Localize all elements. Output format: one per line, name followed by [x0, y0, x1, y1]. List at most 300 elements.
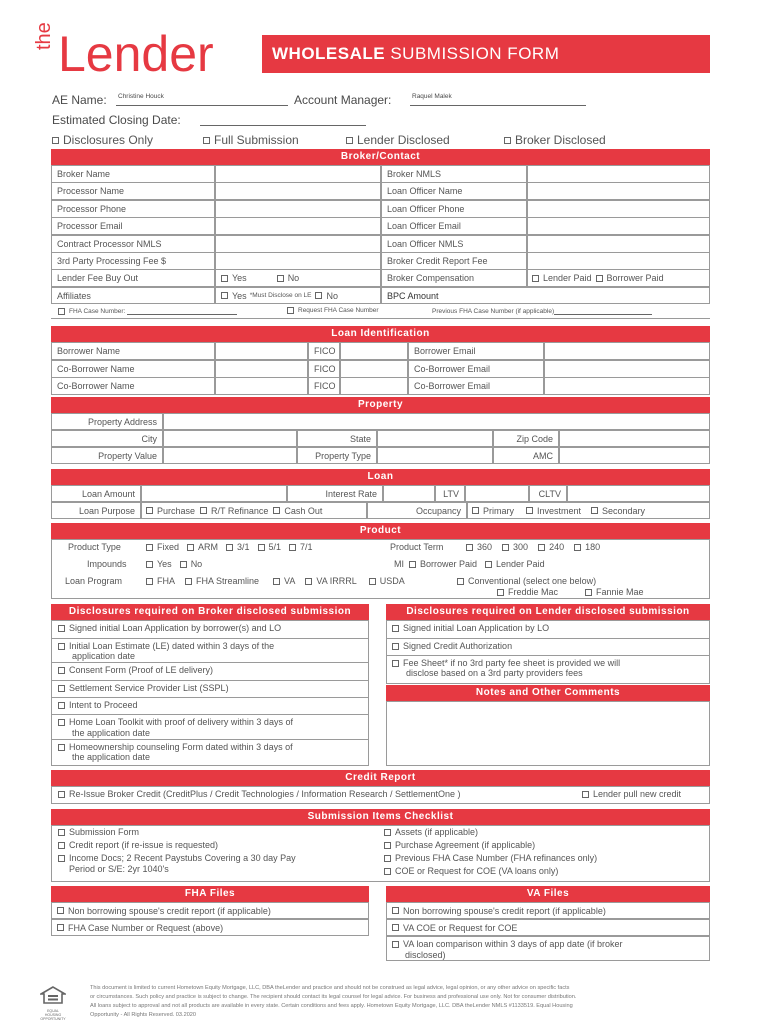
checkbox[interactable]: [146, 507, 153, 514]
checkbox[interactable]: [392, 907, 399, 914]
label-text: Request FHA Case Number: [298, 307, 379, 314]
opt-lender-disclosed[interactable]: [346, 133, 450, 147]
checkbox[interactable]: [273, 578, 280, 585]
title-bar: [262, 35, 710, 73]
checklist-left-2-cont: Period or S/E: 2yr 1040's: [69, 864, 169, 874]
broker-input-field[interactable]: [215, 217, 381, 235]
checkbox[interactable]: [58, 685, 65, 692]
label-text: State: [349, 433, 371, 444]
reissue-credit-option[interactable]: [58, 789, 461, 799]
opt-full-submission[interactable]: [203, 133, 299, 147]
option-label: 300: [513, 542, 529, 552]
loan-id-input-field[interactable]: [215, 342, 308, 360]
item-label: Non borrowing spouse's credit report (if applicable): [403, 905, 606, 916]
va-files-header: VA Files: [386, 886, 710, 902]
label-text: Processor Email: [57, 221, 123, 232]
disclaimer-line: All loans subject to approval and not all products are available in every state. Certain conditions and fees apply. Hometown Equity Mortgage, LLC. DBA theLender NMLS #1133519. Equal Housing: [90, 1003, 573, 1009]
item-label: Non borrowing spouse's credit report (if applicable): [68, 905, 271, 916]
label-text: BPC Amount: [387, 290, 439, 301]
label-text: Processor Name: [57, 186, 125, 197]
lender-paid-label: Lender Paid: [543, 273, 592, 283]
label-text: Loan Amount: [81, 488, 135, 499]
option-label: FHA: [157, 576, 175, 586]
loan-id-field-label: [308, 342, 340, 360]
label-text: Property Value: [98, 450, 157, 461]
label-text: Property Type: [315, 450, 371, 461]
checklist-left-0[interactable]: [58, 827, 139, 837]
broker-disclosure-item-cont: [72, 752, 150, 762]
option-label: Full Submission: [214, 133, 299, 147]
impounds-label: Impounds: [87, 559, 127, 569]
checkbox[interactable]: [384, 829, 391, 836]
product-header: Product: [51, 523, 710, 539]
item-label: application date: [72, 651, 136, 661]
option-label: Secondary: [602, 505, 646, 516]
logo-the: the: [33, 22, 55, 50]
label-text: Co-Borrower Email: [414, 381, 491, 391]
va-item-2-line: [392, 939, 622, 949]
checkbox[interactable]: [146, 578, 153, 585]
checkbox[interactable]: [58, 791, 65, 798]
lender-disclosure-item[interactable]: [392, 658, 620, 668]
checkbox[interactable]: [346, 137, 353, 144]
state-field[interactable]: [377, 430, 493, 447]
item-label: disclose based on a 3rd party providers fees: [406, 668, 583, 678]
label-text: Borrower Name: [57, 346, 121, 356]
label-text: Contract Processor NMLS: [57, 238, 162, 249]
checkbox[interactable]: [58, 855, 65, 862]
checkbox[interactable]: [258, 544, 265, 551]
fha-case-line[interactable]: [127, 307, 237, 315]
broker-disclosures-header: Disclosures required on Broker disclosed submission: [51, 604, 369, 620]
option-label: ARM: [198, 542, 219, 552]
fha-case-number[interactable]: [58, 307, 237, 315]
checkbox[interactable]: [58, 744, 65, 751]
checkbox[interactable]: [504, 137, 511, 144]
fha-item-1[interactable]: [51, 919, 369, 936]
option-label: Borrower Paid: [420, 559, 478, 569]
checklist-right-2[interactable]: [384, 853, 597, 863]
label-text: Zip Code: [516, 433, 553, 444]
freddie-option[interactable]: [497, 587, 558, 597]
amc-field[interactable]: [559, 447, 710, 464]
equal-housing-icon: [40, 986, 66, 1021]
checkbox[interactable]: [384, 855, 391, 862]
row-divider: [51, 662, 369, 663]
option-label: Primary: [483, 505, 514, 516]
checkbox[interactable]: [585, 589, 592, 596]
item-label: Income Docs; 2 Recent Paystubs Covering a 30 day Pay: [69, 853, 296, 863]
broker-field-label: [51, 165, 215, 183]
checkbox[interactable]: [392, 660, 399, 667]
checkbox[interactable]: [369, 578, 376, 585]
fee-buyout-options: [215, 269, 381, 287]
disclaimer-line: Opportunity - All Rights Reserved. 03.2020: [90, 1012, 197, 1018]
checkbox[interactable]: [187, 544, 194, 551]
label-text: Occupancy: [415, 505, 461, 516]
checkbox[interactable]: [146, 544, 153, 551]
ltv-field[interactable]: [465, 485, 529, 502]
zip-field[interactable]: [559, 430, 710, 447]
broker-input-field[interactable]: [527, 217, 710, 235]
label-text: AMC: [533, 450, 553, 461]
label-text: Previous FHA Case Number (if applicable): [432, 307, 555, 315]
loan-id-field-label: [308, 360, 340, 378]
broker-input-field[interactable]: [527, 200, 710, 218]
broker-input-field[interactable]: [215, 165, 381, 183]
bpc-amount-field[interactable]: [381, 287, 710, 304]
option-label: Yes: [157, 559, 172, 569]
broker-field-label: [381, 235, 527, 253]
lender-disclosure-item[interactable]: [392, 623, 549, 633]
item-label: Previous FHA Case Number (FHA refinances only): [395, 853, 598, 863]
checkbox[interactable]: [287, 307, 294, 314]
request-fha-case[interactable]: [287, 307, 379, 314]
loan-id-input-field[interactable]: [215, 360, 308, 378]
notes-header: Notes and Other Comments: [386, 685, 710, 701]
checkbox[interactable]: [305, 578, 312, 585]
mi-options: [409, 559, 545, 569]
option-label: No: [190, 559, 203, 569]
checkbox[interactable]: [226, 544, 233, 551]
ae-name-field[interactable]: [116, 93, 288, 106]
label-text: Co-Borrower Email: [414, 363, 491, 374]
broker-disclosure-item-cont: [72, 651, 135, 661]
item-label: Consent Form (Proof of LE delivery): [69, 665, 214, 675]
item-label: Settlement Service Provider List (SSPL): [69, 683, 229, 693]
notes-field[interactable]: [386, 701, 710, 766]
checkbox[interactable]: [392, 643, 399, 650]
product-term-options: [466, 542, 600, 552]
loan-id-input-field[interactable]: [544, 360, 710, 378]
opt-broker-disclosed[interactable]: [504, 133, 606, 147]
checkbox[interactable]: [52, 137, 59, 144]
checkbox[interactable]: [57, 924, 64, 931]
option-label: VA: [284, 576, 296, 586]
broker-input-field[interactable]: [215, 182, 381, 200]
label-text: FICO: [314, 346, 336, 356]
conventional-option[interactable]: [457, 576, 596, 586]
checkbox[interactable]: [200, 507, 207, 514]
option-label: USDA: [379, 576, 405, 586]
item-label: Purchase Agreement (if applicable): [395, 840, 536, 850]
broker-field-label: [381, 182, 527, 200]
item-label: Assets (if applicable): [395, 827, 479, 837]
disclaimer: [90, 984, 710, 1020]
label-text: CLTV: [538, 488, 561, 499]
ae-name-value: Christine Houck: [118, 93, 164, 100]
broker-input-field[interactable]: [215, 252, 381, 270]
checkbox[interactable]: [315, 292, 322, 299]
property-value-field[interactable]: [163, 447, 297, 464]
checkbox[interactable]: [472, 507, 479, 514]
label-text: Loan Officer NMLS: [387, 238, 464, 249]
label-text: Interest Rate: [325, 488, 377, 499]
loan-id-input-field[interactable]: [544, 377, 710, 395]
broker-field-label: [51, 235, 215, 253]
option-label: 3/1: [237, 542, 250, 552]
interest-rate-field[interactable]: [383, 485, 435, 502]
label-text: FICO: [314, 363, 336, 374]
label-text: Broker NMLS: [387, 169, 442, 179]
checkbox[interactable]: [392, 625, 399, 632]
checkbox[interactable]: [485, 561, 492, 568]
item-label: Signed initial Loan Application by LO: [403, 623, 550, 633]
checklist-right-3[interactable]: [384, 866, 558, 876]
no-label: No: [287, 273, 300, 283]
option-label: Freddie Mac: [508, 587, 559, 597]
broker-comp-options: [527, 269, 710, 287]
closing-date-label: Estimated Closing Date:: [52, 113, 181, 127]
yes-label: Yes: [232, 290, 247, 301]
checkbox[interactable]: [384, 842, 391, 849]
state-label: [297, 430, 377, 447]
checkbox[interactable]: [596, 275, 603, 282]
item-label: Initial Loan Estimate (LE) dated within 3 days of the: [69, 641, 275, 651]
property-address-field[interactable]: [163, 413, 710, 430]
label-text: Property Address: [87, 416, 157, 427]
checkbox[interactable]: [538, 544, 545, 551]
row-divider: [386, 655, 710, 656]
broker-disclosure-item[interactable]: [58, 700, 138, 710]
broker-disclosure-item[interactable]: [58, 623, 281, 633]
option-label: Lender pull new credit: [593, 789, 682, 799]
broker-input-field[interactable]: [527, 235, 710, 253]
account-manager-value: Raquel Malek: [412, 93, 452, 100]
mi-label: MI: [394, 559, 404, 569]
option-label: 360: [477, 542, 493, 552]
property-type-label: [297, 447, 377, 464]
checkbox[interactable]: [146, 561, 153, 568]
loan-program-options: [146, 576, 405, 586]
item-label: Credit report (if re-issue is requested): [69, 840, 219, 850]
checkbox[interactable]: [502, 544, 509, 551]
amc-label: [493, 447, 559, 464]
checkbox[interactable]: [457, 578, 464, 585]
checkbox[interactable]: [392, 941, 399, 948]
item-label: the application date: [72, 752, 151, 762]
checkbox[interactable]: [58, 643, 65, 650]
broker-disclosure-item[interactable]: [58, 683, 229, 693]
account-manager-field[interactable]: [410, 93, 586, 106]
loan-id-input-field[interactable]: [544, 342, 710, 360]
checkbox[interactable]: [497, 589, 504, 596]
product-type-label: Product Type: [68, 542, 121, 552]
loan-id-input-field[interactable]: [340, 342, 408, 360]
occupancy-label: [367, 502, 467, 519]
checkbox[interactable]: [58, 829, 65, 836]
loan-id-field-label: [51, 377, 215, 395]
label-text: Co-Borrower Name: [57, 381, 135, 391]
label-text: Broker Compensation: [387, 273, 475, 283]
option-label: 240: [549, 542, 565, 552]
option-label: Fannie Mae: [596, 587, 644, 597]
checkbox[interactable]: [58, 625, 65, 632]
checkbox[interactable]: [289, 544, 296, 551]
broker-input-field[interactable]: [527, 252, 710, 270]
checklist-right-0[interactable]: [384, 827, 478, 837]
item-label: the application date: [72, 728, 151, 738]
loan-id-field-label: [51, 342, 215, 360]
checkbox[interactable]: [203, 137, 210, 144]
checklist-right-1[interactable]: [384, 840, 535, 850]
broker-comp-label: [381, 269, 527, 287]
must-disclose-note: *Must Disclose on LE: [249, 292, 312, 299]
previous-fha-case[interactable]: [432, 307, 652, 315]
broker-contact-header: Broker/Contact: [51, 149, 710, 165]
va-item-1[interactable]: [386, 919, 710, 936]
item-label: Signed initial Loan Application by borrower(s) and LO: [69, 623, 282, 633]
checkbox[interactable]: [221, 292, 228, 299]
checkbox[interactable]: [466, 544, 473, 551]
va-item-2-cont: disclosed): [405, 950, 446, 960]
label-text: Loan Purpose: [78, 505, 135, 516]
checkbox[interactable]: [185, 578, 192, 585]
option-label: Purchase: [157, 505, 196, 516]
checkbox[interactable]: [574, 544, 581, 551]
row-divider: [51, 638, 369, 639]
label-text: Processor Phone: [57, 203, 127, 214]
broker-disclosure-item[interactable]: [58, 742, 293, 752]
broker-field-label: [51, 200, 215, 218]
va-item-0[interactable]: [386, 902, 710, 919]
item-label: Home Loan Toolkit with proof of delivery within 3 days of: [69, 717, 293, 727]
loan-header: Loan: [51, 469, 710, 485]
broker-input-field[interactable]: [215, 235, 381, 253]
disclaimer-line: or circumstances. Such policy and practice is subject to change. The recipient should contact its legal counsel for legal advice. For business and professional use only. Not for consumer distribution.: [90, 994, 577, 1000]
broker-field-label: [51, 252, 215, 270]
fha-files-header: FHA Files: [51, 886, 369, 902]
loan-id-field-label: [51, 360, 215, 378]
row-divider: [386, 638, 710, 639]
yes-label: Yes: [232, 273, 247, 283]
label-text: City: [141, 433, 157, 444]
lender-disclosure-item[interactable]: [392, 641, 512, 651]
ae-name-label: AE Name:: [52, 93, 107, 107]
checklist-left-1[interactable]: [58, 840, 218, 850]
no-label: No: [326, 290, 338, 301]
broker-disclosure-item[interactable]: [58, 641, 274, 651]
loan-id-field-label: [408, 342, 544, 360]
checkbox[interactable]: [180, 561, 187, 568]
loan-program-label: Loan Program: [65, 576, 123, 586]
broker-input-field[interactable]: [527, 182, 710, 200]
fha-item-0[interactable]: [51, 902, 369, 919]
broker-disclosure-item[interactable]: [58, 665, 213, 675]
account-manager-label: Account Manager:: [294, 93, 392, 107]
loan-amount-field[interactable]: [141, 485, 287, 502]
interest-rate-label: [287, 485, 383, 502]
equal-housing-text: EQUAL HOUSING OPPORTUNITY: [40, 1009, 66, 1021]
broker-field-label: [51, 217, 215, 235]
label-text: Loan Officer Name: [387, 186, 463, 197]
checkbox[interactable]: [384, 868, 391, 875]
broker-disclosure-item[interactable]: [58, 717, 293, 727]
loan-id-field-label: [308, 377, 340, 395]
broker-input-field[interactable]: [215, 200, 381, 218]
label-text: Affiliates: [57, 290, 91, 301]
broker-field-label: [381, 252, 527, 270]
item-label: COE or Request for COE (VA loans only): [395, 866, 559, 876]
label-text: Loan Officer Phone: [387, 203, 465, 214]
label-text: Broker Credit Report Fee: [387, 256, 488, 266]
label-text: FICO: [314, 381, 336, 391]
checkbox[interactable]: [532, 275, 539, 282]
fannie-option[interactable]: [585, 587, 644, 597]
checkbox[interactable]: [58, 308, 65, 315]
item-label: Signed Credit Authorization: [403, 641, 513, 651]
item-label: Intent to Proceed: [69, 700, 138, 710]
closing-date-field[interactable]: [200, 113, 366, 126]
cltv-field[interactable]: [567, 485, 710, 502]
checkbox[interactable]: [526, 507, 533, 514]
logo-lender: Lender: [58, 26, 214, 82]
city-label: [51, 430, 163, 447]
checkbox[interactable]: [58, 842, 65, 849]
loan-id-field-label: [408, 360, 544, 378]
item-label: Submission Form: [69, 827, 140, 837]
label-text: Loan Officer Email: [387, 221, 461, 232]
broker-field-label: [381, 217, 527, 235]
checkbox[interactable]: [221, 275, 228, 282]
checkbox[interactable]: [58, 702, 65, 709]
checkbox[interactable]: [57, 907, 64, 914]
checkbox[interactable]: [277, 275, 284, 282]
checkbox[interactable]: [591, 507, 598, 514]
product-type-options: [146, 542, 313, 552]
broker-field-label: [381, 200, 527, 218]
new-credit-option[interactable]: [582, 789, 681, 799]
loan-id-input-field[interactable]: [215, 377, 308, 395]
property-type-field[interactable]: [377, 447, 493, 464]
option-label: Lender Disclosed: [357, 133, 450, 147]
cltv-label: [529, 485, 567, 502]
loan-purpose-label: [51, 502, 141, 519]
house-icon: [40, 986, 66, 1004]
label-text: LTV: [443, 488, 459, 499]
checkbox[interactable]: [58, 667, 65, 674]
checkbox[interactable]: [582, 791, 589, 798]
option-label: 7/1: [300, 542, 313, 552]
checklist-left-2[interactable]: [58, 853, 296, 863]
checkbox[interactable]: [392, 924, 399, 931]
prev-fha-line[interactable]: [554, 307, 652, 315]
loan-purpose-options: [141, 502, 367, 519]
loan-id-input-field[interactable]: [340, 377, 408, 395]
option-label: Re-Issue Broker Credit (CreditPlus / Credit Technologies / Information Research / SettlementOne ): [69, 789, 461, 799]
broker-input-field[interactable]: [527, 165, 710, 183]
checkbox[interactable]: [409, 561, 416, 568]
option-label: Investment: [537, 505, 582, 516]
product-term-label: Product Term: [390, 542, 444, 552]
title-bold: WHOLESALE: [272, 44, 386, 63]
label-text: Co-Borrower Name: [57, 363, 135, 374]
option-label: FHA Streamline: [196, 576, 260, 586]
option-label: Disclosures Only: [63, 133, 154, 147]
disclaimer-line: This document is limited to current Hometown Equity Mortgage, LLC, DBA theLender and practice and should not be construed as legal advice, legal opinion, or any other advice on specific facts: [90, 985, 570, 991]
checkbox[interactable]: [58, 719, 65, 726]
city-field[interactable]: [163, 430, 297, 447]
opt-disclosures-only[interactable]: [52, 133, 153, 147]
checkbox[interactable]: [273, 507, 280, 514]
affiliates-options: [215, 287, 381, 304]
zip-label: [493, 430, 559, 447]
option-label: 180: [585, 542, 601, 552]
item-label: VA COE or Request for COE: [403, 922, 518, 933]
loan-id-input-field[interactable]: [340, 360, 408, 378]
item-label: VA loan comparison within 3 days of app date (if broker: [403, 939, 623, 949]
row-divider: [51, 739, 369, 740]
